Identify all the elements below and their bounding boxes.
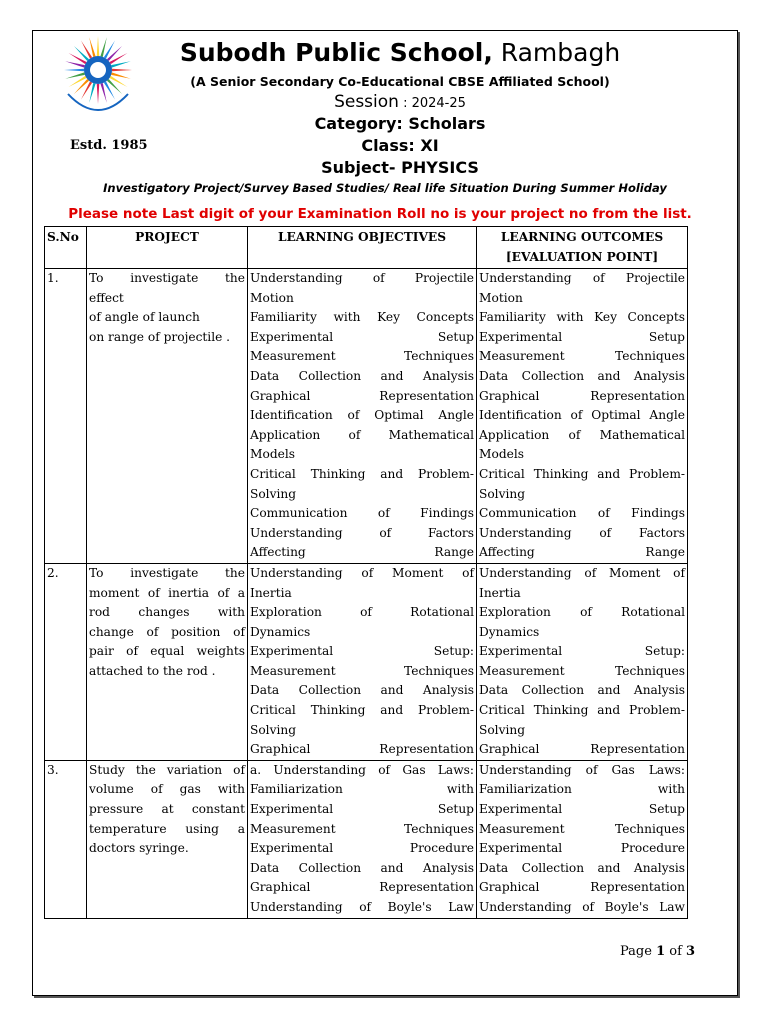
table-row (45, 269, 688, 564)
row-outcomes-line: Understanding of Boyle's Law (479, 900, 685, 914)
row-objectives-line: Experimental Setup: (250, 644, 474, 659)
category-line: Category: Scholars (314, 114, 486, 133)
row-project-line: pressure at constant (89, 802, 245, 817)
logo-ray (100, 37, 106, 57)
row-outcomes-line: Graphical Representation (479, 742, 685, 757)
row-objectives-line: Experimental Setup (250, 329, 474, 344)
row-objectives-line: Experimental Procedure (250, 841, 474, 856)
logo-ray (89, 37, 95, 57)
row-project (87, 760, 248, 918)
row-project-line: To investigate the (89, 271, 245, 285)
logo-ray (97, 36, 100, 56)
subject-line: Subject- PHYSICS (321, 158, 479, 177)
row-outcomes-line: Measurement Techniques (479, 821, 685, 836)
row-outcomes-line: Affecting Range (479, 545, 685, 560)
row-objectives (248, 269, 477, 564)
row-objectives-line: Understanding of Moment of (250, 565, 474, 580)
row-outcomes-line: Application of Mathematical (479, 427, 685, 442)
logo-ray (100, 83, 106, 103)
row-sno: 2. (45, 563, 87, 760)
table-row (45, 760, 688, 918)
page-label: Page (620, 944, 657, 959)
row-outcomes-line: Understanding of Moment of (479, 565, 685, 580)
row-outcomes (477, 563, 688, 760)
row-project-line: pair of equal weights (89, 644, 245, 659)
row-sno: 1. (45, 269, 87, 564)
page-total: 3 (686, 944, 696, 959)
row-outcomes-line: Data Collection and Analysis (479, 860, 685, 875)
row-project-line: volume of gas with (89, 782, 245, 797)
row-outcomes-line: Experimental Setup: (479, 644, 685, 659)
row-objectives-line: Measurement Techniques (250, 821, 474, 836)
row-project-line: attached to the rod . (89, 663, 216, 678)
row-outcomes-line: Communication of Findings (479, 506, 685, 521)
row-outcomes-line: Models (479, 447, 524, 462)
row-objectives-line: Measurement Techniques (250, 349, 474, 364)
row-outcomes-line: Experimental Setup (479, 329, 685, 344)
row-outcomes-line: Inertia (479, 585, 521, 600)
row-objectives-line: Familiarity with Key Concepts (250, 310, 474, 325)
row-project-line: change of position of (89, 624, 245, 639)
class-line: Class: XI (361, 136, 439, 155)
row-project-line: rod changes with (89, 605, 245, 620)
school-location: Rambagh (492, 38, 621, 67)
row-objectives-line: Solving (250, 486, 297, 501)
roll-number-note: Please note Last digit of your Examination Roll no is your project no from the list. (68, 206, 692, 222)
row-outcomes-line: Solving (479, 722, 526, 737)
row-outcomes (477, 269, 688, 564)
row-objectives (248, 563, 477, 760)
row-objectives-line: Experimental Setup (250, 802, 474, 817)
logo-ray (74, 46, 89, 61)
row-project (87, 563, 248, 760)
row-outcomes-line: Graphical Representation (479, 388, 685, 403)
project-table (44, 226, 688, 919)
row-project-line: effect (89, 290, 124, 305)
table-row (45, 563, 688, 760)
school-subtitle: (A Senior Secondary Co-Educational CBSE Affiliated School) (190, 74, 610, 89)
row-outcomes-line: Data Collection and Analysis (479, 683, 685, 698)
row-objectives-line: Data Collection and Analysis (250, 683, 474, 698)
row-project-line: temperature using a (89, 821, 245, 836)
session-value: : 2024-25 (398, 96, 466, 111)
row-outcomes-line: Understanding of Gas Laws: (479, 762, 685, 777)
row-objectives-line: Motion (250, 290, 294, 305)
row-sno: 3. (45, 760, 87, 918)
logo-ray (89, 83, 95, 103)
header-outcomes (477, 227, 688, 269)
header-project: PROJECT (87, 227, 248, 269)
logo-emblem-inner (90, 62, 106, 78)
page-number (620, 944, 695, 959)
row-objectives-line: Identification of Optimal Angle (250, 408, 474, 423)
session-label: Session (334, 92, 399, 112)
row-objectives-line: Understanding of Factors (250, 525, 474, 540)
row-outcomes-line: Critical Thinking and Problem- (479, 703, 685, 718)
row-project-line: Study the variation of (89, 762, 245, 777)
row-outcomes-line: Familiarity with Key Concepts (479, 310, 685, 325)
row-outcomes-line: Motion (479, 290, 523, 305)
row-objectives-line: Graphical Representation (250, 742, 474, 757)
row-objectives-line: Measurement Techniques (250, 663, 474, 678)
row-project-line: To investigate the (89, 565, 245, 580)
logo-ray (74, 79, 89, 94)
row-outcomes-line: Data Collection and Analysis (479, 368, 685, 383)
session-line (120, 92, 680, 112)
logo-ray (64, 69, 84, 72)
row-objectives-line: Understanding of Boyle's Law (250, 900, 474, 914)
logo-ray (65, 61, 85, 67)
row-objectives-line: Critical Thinking and Problem- (250, 703, 474, 718)
row-objectives-line: Affecting Range (250, 545, 474, 560)
row-objectives-line: Critical Thinking and Problem- (250, 466, 474, 481)
row-outcomes-line: Dynamics (479, 624, 540, 639)
row-outcomes-line: Graphical Representation (479, 880, 685, 895)
row-objectives-line: Models (250, 447, 295, 462)
row-objectives-line: Familiarization with (250, 782, 474, 797)
row-objectives-line: Graphical Representation (250, 388, 474, 403)
header-outcomes-line1: LEARNING OUTCOMES (500, 230, 664, 244)
row-objectives-line: a. Understanding of Gas Laws: (250, 762, 474, 777)
row-outcomes-line: Experimental Setup (479, 802, 685, 817)
school-name (120, 38, 680, 67)
investigation-heading: Investigatory Project/Survey Based Studies/ Real life Situation During Summer Holiday (103, 181, 667, 195)
row-objectives-line: Graphical Representation (250, 880, 474, 895)
row-objectives-line: Dynamics (250, 624, 311, 639)
header-objectives: LEARNING OBJECTIVES (248, 227, 477, 269)
row-outcomes (477, 760, 688, 918)
row-objectives-line: Solving (250, 722, 297, 737)
row-outcomes-line: Familiarization with (479, 782, 685, 797)
established-year: Estd. 1985 (70, 138, 148, 153)
row-outcomes-line: Solving (479, 486, 526, 501)
row-objectives-line: Understanding of Projectile (250, 271, 474, 285)
table-body (45, 269, 688, 919)
row-objectives-line: Data Collection and Analysis (250, 368, 474, 383)
row-project-line: doctors syringe. (89, 841, 189, 856)
row-outcomes-line: Measurement Techniques (479, 349, 685, 364)
row-outcomes-line: Critical Thinking and Problem- (479, 466, 685, 481)
row-project (87, 269, 248, 564)
row-outcomes-line: Experimental Procedure (479, 841, 685, 856)
page-current: 1 (656, 944, 666, 959)
row-project-line: of angle of launch (89, 310, 200, 325)
row-project-line: on range of projectile . (89, 329, 231, 344)
row-objectives-line: Exploration of Rotational (250, 605, 474, 620)
row-outcomes-line: Exploration of Rotational (479, 605, 685, 620)
page-of: of (665, 944, 687, 959)
row-objectives-line: Inertia (250, 585, 292, 600)
header-sno: S.No (45, 227, 87, 269)
row-objectives (248, 760, 477, 918)
row-outcomes-line: Understanding of Factors (479, 525, 685, 540)
row-project-line: moment of inertia of a (89, 585, 245, 600)
header-outcomes-line2: [EVALUATION POINT] (505, 249, 659, 264)
row-objectives-line: Data Collection and Analysis (250, 860, 474, 875)
school-name-bold: Subodh Public School, (179, 38, 493, 67)
row-objectives-line: Communication of Findings (250, 506, 474, 521)
row-outcomes-line: Identification of Optimal Angle (479, 408, 685, 423)
logo-ray (112, 69, 132, 72)
logo-ray (97, 84, 100, 104)
row-objectives-line: Application of Mathematical (250, 427, 474, 442)
logo-ray (65, 72, 85, 78)
table-header-row (45, 227, 688, 269)
row-outcomes-line: Measurement Techniques (479, 663, 685, 678)
row-outcomes-line: Understanding of Projectile (479, 271, 685, 285)
